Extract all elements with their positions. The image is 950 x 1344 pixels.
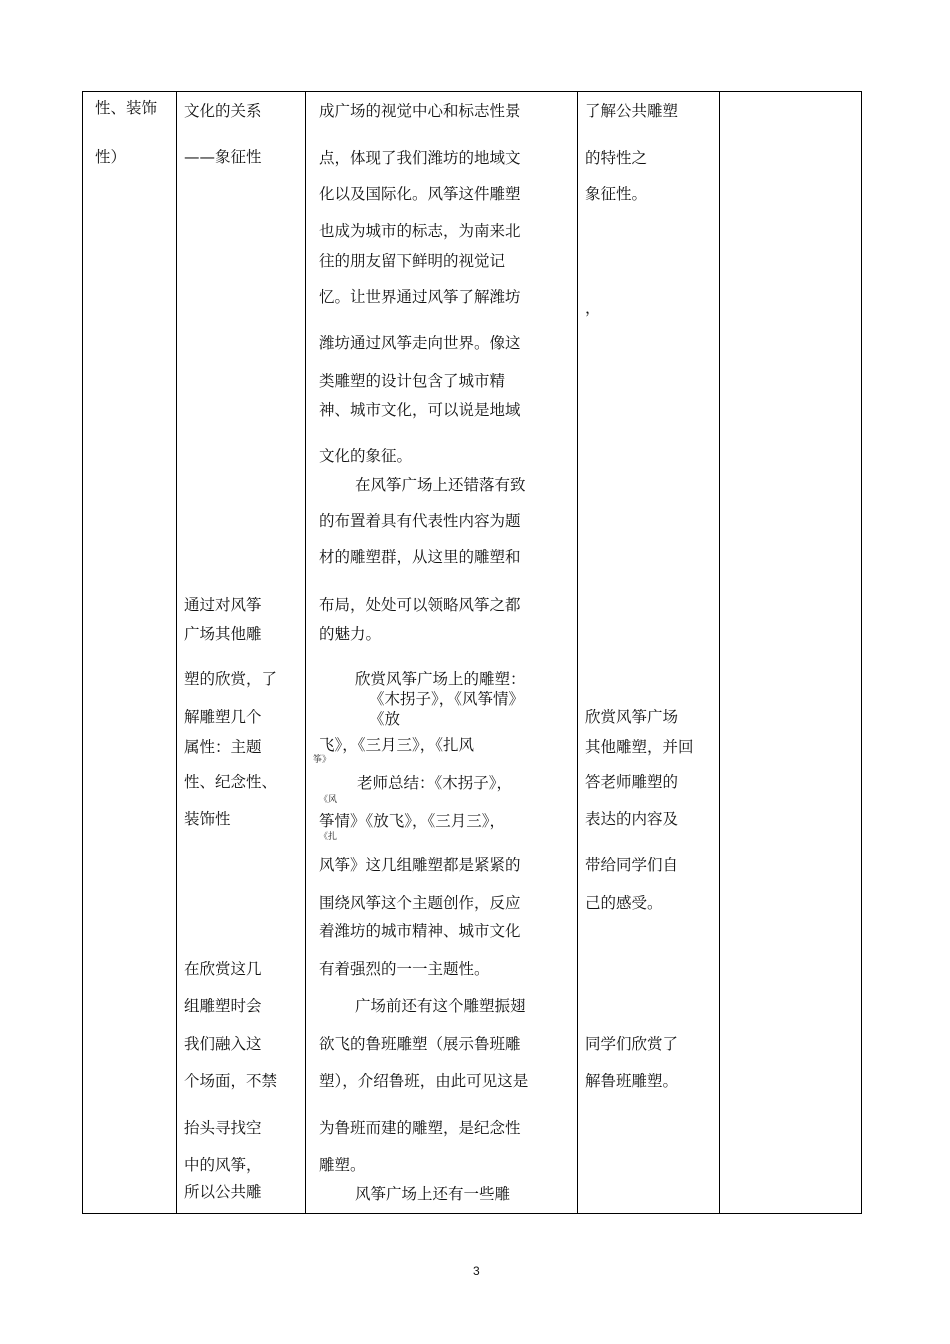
col1-line: 性、装饰 [95,99,158,117]
col3-line: 飞》，《三月三》，《扎风 [319,736,475,754]
col2-line: 广场其他雕 [184,625,262,643]
col3-line: 有着强烈的一一主题性。 [319,960,490,978]
col4-line: 答老师雕塑的 [585,773,679,791]
col3-line: 雕塑。 [319,1156,366,1174]
col4-line: 带给同学们自 [585,856,679,874]
col3-line: 文化的象征。 [319,447,413,465]
col3-fragment: 《风 [319,795,338,805]
col2-line: 我们融入这 [184,1035,262,1053]
col3-line: 的布置着具有代表性内容为题 [319,512,521,530]
col4-line: 解鲁班雕塑。 [585,1072,679,1090]
table-bottom-border [82,1213,862,1214]
col4-line: 己的感受。 [585,894,663,912]
col3-line: 材的雕塑群，从这里的雕塑和 [319,548,521,566]
col3-line: 往的朋友留下鲜明的视觉记 [319,252,506,270]
col2-line: 文化的关系 [184,102,262,120]
table-divider-4 [719,91,720,1214]
col3-fragment: 《扎 [319,832,338,842]
col4-line: 的特性之 [585,149,648,167]
col2-line: 组雕塑时会 [184,997,262,1015]
col3-line: 塑），介绍鲁班，由此可见这是 [319,1072,529,1090]
col3-line: 布局，处处可以领略风筝之都 [319,596,521,614]
col3-line: 欣赏风筝广场上的雕塑： [355,670,526,688]
col3-line: 为鲁班而建的雕塑，是纪念性 [319,1119,521,1137]
table-border-right [861,91,862,1214]
col2-line: 通过对风筝 [184,596,262,614]
col4-line: ， [585,299,601,317]
col3-line: 也成为城市的标志，为南来北 [319,222,521,240]
col3-line: 忆。让世界通过风筝了解潍坊 [319,288,521,306]
col3-line: 类雕塑的设计包含了城市精 [319,372,506,390]
col3-line: 着潍坊的城市精神、城市文化 [319,922,521,940]
col4-line: 了解公共雕塑 [585,102,679,120]
col2-line: 所以公共雕 [184,1183,262,1201]
col2-line: 塑的欣赏，了 [184,670,278,688]
col3-line: 老师总结：《木拐子》， [357,774,513,792]
col1-line: 性） [95,148,127,166]
col3-line: 在风筝广场上还错落有致 [355,476,526,494]
table-divider-1 [176,91,177,1214]
col4-line: 其他雕塑，并回 [585,738,694,756]
col3-line: 欲飞的鲁班雕塑（展示鲁班雕 [319,1035,521,1053]
col2-line: 装饰性 [184,810,231,828]
col2-line: 中的风筝， [184,1156,262,1174]
page-number: 3 [473,1264,480,1278]
col4-line: 同学们欣赏了 [585,1035,679,1053]
col3-line: 潍坊通过风筝走向世界。像这 [319,334,521,352]
col3-line: 化以及国际化。风筝这件雕塑 [319,185,521,203]
col3-line: 围绕风筝这个主题创作，反应 [319,894,521,912]
col3-line: 神、城市文化，可以说是地域 [319,401,521,419]
col3-line: 风筝》这几组雕塑都是紧紧的 [319,856,521,874]
col2-line: 个场面，不禁 [184,1072,278,1090]
col3-line: 《放 [369,710,401,728]
col2-line: 在欣赏这几 [184,960,262,978]
col3-fragment: 筝》 [313,755,332,765]
col2-line: 属性：主题 [184,738,262,756]
col3-line: 成广场的视觉中心和标志性景 [319,102,521,120]
table-divider-2 [305,91,306,1214]
col2-line: 性、纪念性、 [184,773,278,791]
col4-line: 欣赏风筝广场 [585,708,679,726]
col3-line: 风筝广场上还有一些雕 [355,1185,511,1203]
col2-line: 抬头寻找空 [184,1119,262,1137]
col4-line: 象征性。 [585,185,648,203]
col3-line: 《木拐子》，《风筝情》 [369,690,525,708]
col3-line: 筝情》《放飞》，《三月三》， [319,812,506,830]
col3-line: 点，体现了我们潍坊的地域文 [319,149,521,167]
table-divider-3 [577,91,578,1214]
col4-line: 表达的内容及 [585,810,679,828]
table-border-left [82,91,83,1214]
col3-line: 广场前还有这个雕塑振翅 [355,997,526,1015]
table-top-border [82,91,862,92]
col3-line: 的魅力。 [319,625,382,643]
col2-line: ——象征性 [184,148,262,166]
col2-line: 解雕塑几个 [184,708,262,726]
